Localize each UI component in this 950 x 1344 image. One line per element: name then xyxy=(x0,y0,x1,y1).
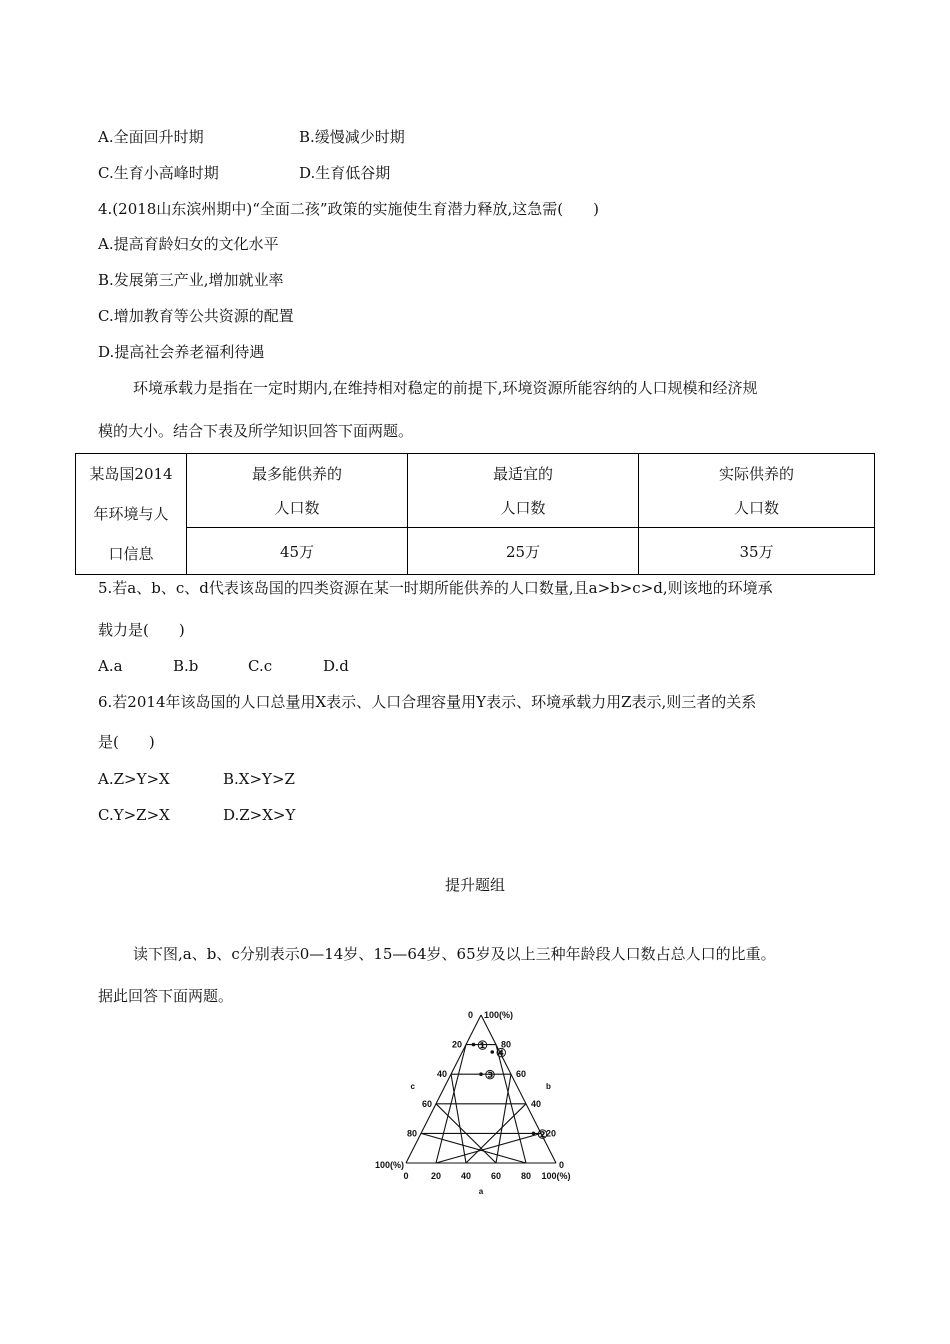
bottom-tick-label: 40 xyxy=(460,1171,472,1181)
right-tick-label: 20 xyxy=(546,1128,557,1139)
header-line: 最适宜的 xyxy=(492,464,553,483)
right-tick-label: 80 xyxy=(501,1039,512,1050)
question-4-stem: 4.(2018山东滨州期中)“全面二孩”政策的实施使生育潜力释放,这急需( ) xyxy=(98,200,600,218)
data-point-label: ④ xyxy=(495,1046,507,1060)
q6-option-a: A.Z>Y>X xyxy=(98,770,170,788)
q6-option-b: B.X>Y>Z xyxy=(223,770,295,788)
bottom-tick-label: 80 xyxy=(520,1171,532,1181)
bottom-tick-label: 100(%) xyxy=(541,1171,571,1181)
question-5-line-2: 载力是( ) xyxy=(98,621,185,639)
question-5-line-1: 5.若a、b、c、d代表该岛国的四类资源在某一时期所能供养的人口数量,且a>b>c>d,则该地的环境承 xyxy=(98,579,773,597)
header-line: 人口数 xyxy=(500,498,546,517)
q4-option-b: B.发展第三产业,增加就业率 xyxy=(98,271,284,289)
triangle-labels xyxy=(375,1010,571,1196)
passage-1-line-1: 环境承载力是指在一定时期内,在维持相对稳定的前提下,环境资源所能容纳的人口规模和经济规 xyxy=(133,379,758,397)
right-tick-label: 40 xyxy=(531,1098,542,1109)
bottom-tick-label: 0 xyxy=(403,1171,409,1181)
q5-option-c: C.c xyxy=(248,657,273,675)
left-tick-label: 40 xyxy=(436,1069,447,1080)
q5-option-b: B.b xyxy=(173,657,199,675)
right-tick-label: 60 xyxy=(516,1069,527,1080)
data-point xyxy=(490,1050,494,1054)
data-point-label: ③ xyxy=(484,1068,496,1083)
header-line: 人口数 xyxy=(733,498,779,517)
table-value-cell: 25万 xyxy=(408,528,639,575)
table-header-cell xyxy=(639,454,875,528)
bottom-tick-label: 20 xyxy=(430,1171,442,1181)
triangle-grid xyxy=(406,1015,556,1163)
grid-line xyxy=(496,1074,511,1163)
passage-2-line-1: 读下图,a、b、c分别表示0—14岁、15—64岁、65岁及以上三种年龄段人口数占总人口的比重。 xyxy=(133,945,776,963)
passage-2-line-2: 据此回答下面两题。 xyxy=(98,987,234,1005)
data-point-label: ① xyxy=(477,1038,488,1053)
left-tick-label: 60 xyxy=(421,1098,432,1109)
triangle-edge xyxy=(406,1015,481,1163)
left-tick-label: 80 xyxy=(406,1128,417,1139)
option-d: D.生育低谷期 xyxy=(299,164,391,182)
option-a: A.全面回升时期 xyxy=(98,128,204,146)
section-title: 提升题组 xyxy=(444,876,505,894)
top-tick-label: 100(%) xyxy=(484,1010,514,1020)
option-b: B.缓慢减少时期 xyxy=(299,128,405,146)
axis-a-label: a xyxy=(478,1187,484,1196)
data-point-label: ② xyxy=(537,1127,548,1142)
right-corner-label: 0 xyxy=(559,1160,565,1170)
passage-1-line-2: 模的大小。结合下表及所学知识回答下面两题。 xyxy=(98,422,414,440)
header-line: 最多能供养的 xyxy=(251,464,342,483)
data-point xyxy=(472,1043,476,1047)
q4-option-d: D.提高社会养老福利待遇 xyxy=(98,343,265,361)
top-tick-label: 0 xyxy=(467,1010,473,1020)
bottom-tick-label: 60 xyxy=(490,1171,502,1181)
question-6-line-1: 6.若2014年该岛国的人口总量用X表示、人口合理容量用Y表示、环境承载力用Z表示,则三者的关系 xyxy=(98,693,757,711)
ternary-age-structure-diagram xyxy=(360,1007,590,1202)
question-6-line-2: 是( ) xyxy=(98,733,155,751)
q5-option-d: D.d xyxy=(323,657,349,675)
row-header-line: 某岛国2014 xyxy=(89,465,173,483)
axis-b-label: b xyxy=(546,1082,551,1091)
table-value-cell: 45万 xyxy=(187,528,408,575)
option-c: C.生育小高峰时期 xyxy=(98,164,219,182)
q4-option-c: C.增加教育等公共资源的配置 xyxy=(98,307,294,325)
table-row-header xyxy=(76,454,187,575)
grid-line xyxy=(451,1074,466,1163)
q6-option-c: C.Y>Z>X xyxy=(98,806,170,824)
environment-population-table xyxy=(75,453,875,575)
header-line: 实际供养的 xyxy=(718,464,794,483)
left-corner-label: 100(%) xyxy=(374,1160,404,1170)
data-point xyxy=(532,1132,536,1136)
table-header-cell xyxy=(187,454,408,528)
row-header-line: 口信息 xyxy=(108,545,154,563)
left-tick-label: 20 xyxy=(451,1039,462,1050)
q5-option-a: A.a xyxy=(98,657,123,675)
q4-option-a: A.提高育龄妇女的文化水平 xyxy=(98,235,279,253)
axis-c-label: c xyxy=(410,1082,415,1091)
q6-option-d: D.Z>X>Y xyxy=(223,806,296,824)
data-point xyxy=(479,1072,483,1076)
header-line: 人口数 xyxy=(274,498,320,517)
table-value-cell: 35万 xyxy=(639,528,875,575)
row-header-line: 年环境与人 xyxy=(93,505,169,523)
table-header-cell xyxy=(408,454,639,528)
